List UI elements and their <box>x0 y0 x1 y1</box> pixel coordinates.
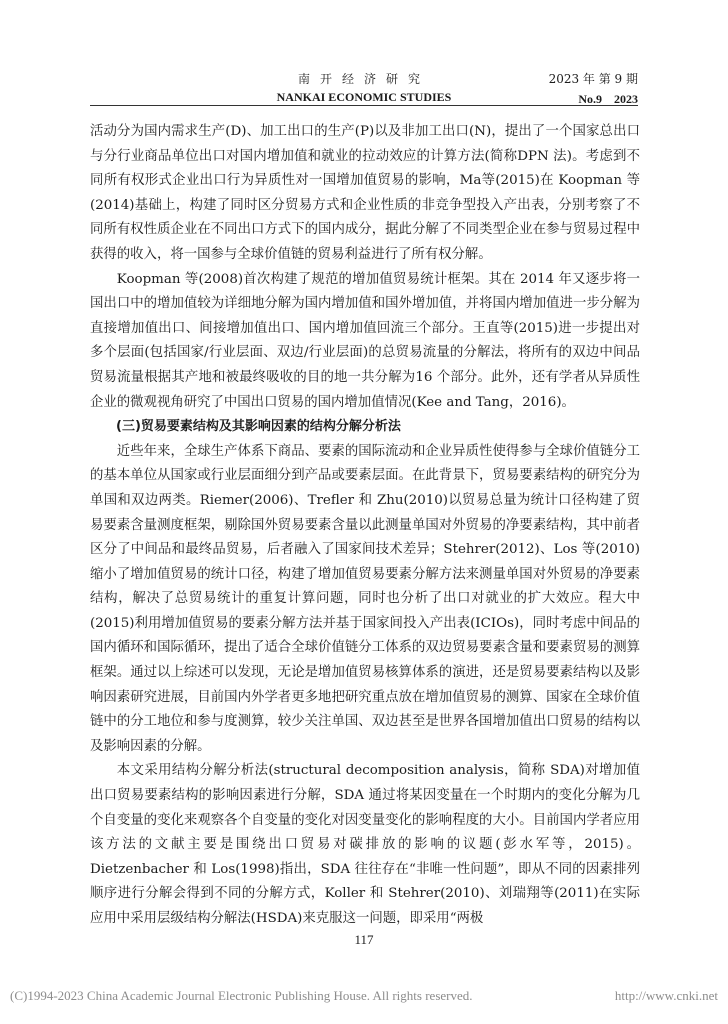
paragraph-continued: 活动分为国内需求生产(D)、加工出口的生产(P)以及非加工出口(N)，提出了一个国家总出口与分行业商品单位出口对国内增加值和就业的拉动效应的计算方法(简称DPN 法)。考虑到不同所有权形式企业出口行为异质性对一国增加值贸易的影响，Ma等(2015)在 Koopman 等(2014)基础上，构建了同时区分贸易方式和企业性质的非竞争型投入产出表，分别考察了不同所有权性质企业在不同出口方式下的国内成分，据此分解了不同类型企业在参与贸易过程中获得的收入，将一国参与全球价值链的贸易利益进行了所有权分解。 <box>90 124 640 262</box>
cnki-link[interactable]: http://www.cnki.net <box>614 988 718 1003</box>
paragraph: 本文采用结构分解分析法(structural decomposition analysis，简称 SDA)对增加值出口贸易要素结构的影响因素进行分解，SDA 通过将某因变量在一个时期内的变化分解为几个自变量的变化来观察各个自变量的变化对因变量变化的影响程度的大小。目前国内学者应用该方法的文献主要是围绕出口贸易对碳排放的影响的议题(彭水军等，2015)。Dietzenbacher 和 Los(1998)指出，SDA 往往存在“非唯一性问题”，即从不同的因素排列顺序进行分解会得到不同的分解方式，Koller 和 Stehrer(2010)、刘瑞翔等(2011)在实际应用中采用层级结构分解法(HSDA)来克服这一问题，即采用“两极 <box>90 763 640 926</box>
paragraph: 近些年来，全球生产体系下商品、要素的国际流动和企业异质性使得参与全球价值链分工的基本单位从国家或行业层面细分到产品或要素层面。在此背景下，贸易要素结构的研究分为单国和双边两类。Riemer(2006)、Trefler 和 Zhu(2010)以贸易总量为统计口径构建了贸易要素含量测度框架，剔除国外贸易要素含量以此测量单国对外贸易的净要素结构，其中前者区分了中间品和最终品贸易，后者融入了国家间技术差异；Stehrer(2012)、Los 等(2010)缩小了增加值贸易的统计口径，构建了增加值贸易要素分解方法来测量单国对外贸易的净要素结构，解决了总贸易统计的重复计算问题，同时也分析了出口对就业的扩大效应。程大中(2015)利用增加值贸易的要素分解方法并基于国家间投入产出表(ICIOs)，同时考虑中间品的国内循环和国际循环，提出了适合全球价值链分工体系的双边贸易要素含量和要素贸易的测算框架。通过以上综述可以发现，无论是增加值贸易核算体系的演进，还是贸易要素结构以及影响因素研究进展，目前国内外学者更多地把研究重点放在增加值贸易的测算、国家在全球价值链中的分工地位和参与度测算，较少关注单国、双边甚至是世界各国增加值出口贸易的结构以及影响因素的分解。 <box>90 443 640 754</box>
copyright-text: (C)1994-2023 China Academic Journal Electronic Publishing House. All rights reserved. <box>10 988 473 1003</box>
section-heading: (三)贸易要素结构及其影响因素的结构分解分析法 <box>116 419 401 435</box>
issue-label-cn: 2023 年 第 9 期 <box>548 72 638 86</box>
page-number: 117 <box>354 932 374 947</box>
issue-label-en: No.9 2023 <box>578 92 638 106</box>
paragraph: Koopman 等(2008)首次构建了规范的增加值贸易统计框架。其在 2014 年又逐步将一国出口中的增加值较为详细地分解为国内增加值和国外增加值，并将国内增加值进一步分解为直接增加值出口、间接增加值出口、国内增加值回流三个部分。王直等(2015)进一步提出对多个层面(包括国家/行业层面、双边/行业层面)的总贸易流量的分解法，将所有的双边中间品贸易流量根据其产地和被最终吸收的目的地一共分解为16 个部分。此外，还有学者从异质性企业的微观视角研究了中国出口贸易的国内增加值情况(Kee and Tang，2016)。 <box>90 271 640 410</box>
running-header <box>90 68 638 110</box>
header-rule <box>90 105 638 106</box>
journal-title-cn: 南开经济研究 <box>297 72 430 86</box>
article-body <box>90 120 640 932</box>
journal-title-en: NANKAI ECONOMIC STUDIES <box>276 90 452 104</box>
